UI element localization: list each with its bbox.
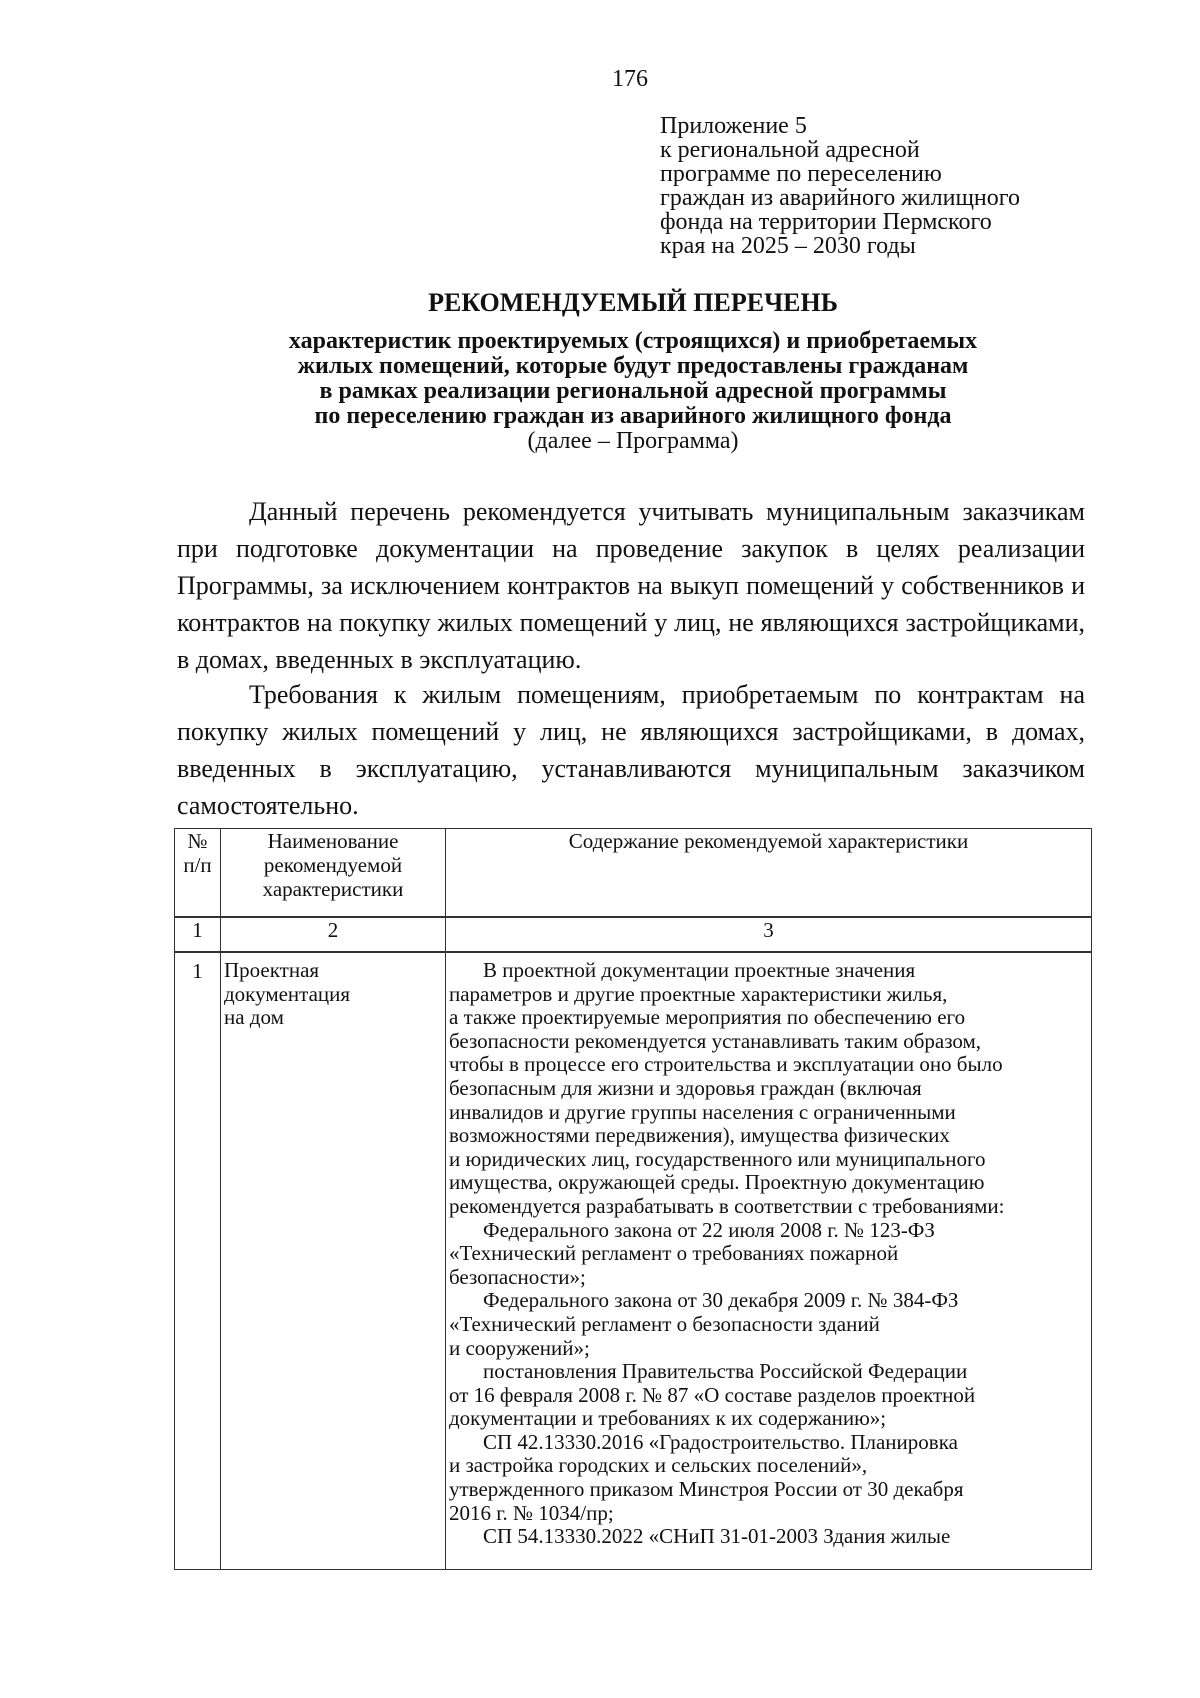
appendix-line: граждан из аварийного жилищного — [660, 185, 1021, 211]
content-line: постановления Правительства Российской Федерации — [483, 1359, 968, 1384]
content-line: безопасным для жизни и здоровья граждан (включая — [449, 1075, 922, 1100]
content-line: от 16 февраля 2008 г. № 87 «О составе разделов проектной — [449, 1382, 976, 1407]
content-line: документации и требованиях к их содержанию»; — [449, 1406, 887, 1431]
content-line: и застройка городских и сельских поселений», — [449, 1453, 868, 1478]
row-name-line: Проектная — [224, 958, 320, 982]
content-line: имущества, окружающей среды. Проектную документацию — [449, 1170, 985, 1195]
subtitle-note: (далее – Программа) — [527, 428, 739, 454]
header-text: Наименование — [267, 829, 399, 853]
subtitle-line: характеристик проектируемых (строящихся) и приобретаемых — [288, 328, 978, 354]
header-content: Содержание рекомендуемой характеристики — [446, 829, 1092, 917]
content-line: а также проектируемые мероприятия по обеспечению его — [449, 1005, 966, 1030]
content-line: безопасности»; — [449, 1264, 586, 1289]
subtitle-line: в рамках реализации региональной адресной программы — [319, 378, 947, 404]
header-text: характеристики — [262, 877, 404, 901]
appendix-reference — [660, 114, 1020, 258]
table-header-row — [175, 829, 1092, 917]
appendix-line: фонда на территории Пермского — [660, 209, 992, 235]
content-line: параметров и другие проектные характеристики жилья, — [449, 981, 948, 1006]
content-line: чтобы в процессе его строительства и эксплуатации оно было — [449, 1052, 1003, 1077]
content-line: утвержденного приказом Минстроя России от 30 декабря — [449, 1477, 964, 1502]
characteristics-table — [174, 828, 1092, 1570]
header-number — [175, 829, 221, 917]
column-number: 3 — [446, 918, 1092, 952]
content-line: СП 54.13330.2022 «СНиП 31-01-2003 Здания жилые — [483, 1524, 951, 1549]
intro-paragraph: Данный перечень рекомендуется учитывать муниципальным заказчикам при подготовке документации на проведение закупок в целях реализации Программы, за исключением контрактов на выкуп помещений у собственников и контрактов на покупку жилых помещений у лиц, не являющихся застройщиками, в домах, введенных в эксплуатацию. — [177, 497, 1085, 674]
document-subtitle — [0, 329, 1200, 454]
header-text: № — [187, 829, 208, 853]
content-line: «Технический регламент о требованиях пожарной — [449, 1241, 899, 1266]
subtitle-line: жилых помещений, которые будут предоставлены гражданам — [297, 353, 969, 379]
header-name — [221, 829, 446, 917]
appendix-line: программе по переселению — [660, 161, 942, 187]
content-line: безопасности рекомендуется устанавливать таким образом, — [449, 1028, 982, 1053]
content-line: Федерального закона от 30 декабря 2009 г. № 384-ФЗ — [483, 1288, 959, 1313]
column-number: 2 — [221, 918, 446, 952]
document-title: РЕКОМЕНДУЕМЫЙ ПЕРЕЧЕНЬ — [428, 288, 838, 317]
content-line: и юридических лиц, государственного или муниципального — [449, 1146, 986, 1171]
requirements-paragraph: Требования к жилым помещениям, приобретаемым по контрактам на покупку жилых помещений у лиц, не являющихся застройщиками, в домах, введенных в эксплуатацию, устанавливаются муниципальным заказчиком самостоятельно. — [177, 680, 1085, 820]
content-line: СП 42.13330.2016 «Градостроительство. Планировка — [483, 1429, 958, 1454]
page-number: 176 — [612, 66, 648, 92]
content-line: 2016 г. № 1034/пр; — [449, 1500, 614, 1525]
subtitle-line: по переселению граждан из аварийного жилищного фонда — [314, 403, 952, 429]
content-line: рекомендуется разрабатывать в соответствии с требованиями: — [449, 1193, 1005, 1218]
row-name — [221, 953, 446, 1570]
appendix-line: к региональной адресной — [660, 137, 920, 163]
content-line: и сооружений»; — [449, 1335, 590, 1360]
appendix-line: края на 2025 – 2030 годы — [660, 233, 916, 259]
table-row — [175, 953, 1092, 1570]
row-name-line: документация — [224, 981, 351, 1006]
column-number: 1 — [175, 918, 221, 952]
content-line: «Технический регламент о безопасности зданий — [449, 1311, 880, 1336]
header-text: рекомендуемой — [263, 853, 403, 877]
row-number: 1 — [175, 953, 221, 1570]
row-name-line: на дом — [224, 1005, 284, 1030]
row-content — [446, 953, 1092, 1570]
content-line: Федерального закона от 22 июля 2008 г. № 123-ФЗ — [483, 1217, 935, 1242]
appendix-line: Приложение 5 — [660, 113, 807, 139]
content-line: возможностями передвижения), имущества физических — [449, 1123, 950, 1148]
header-text: п/п — [183, 853, 212, 877]
content-line: инвалидов и другие группы населения с ограниченными — [449, 1099, 956, 1124]
content-line: В проектной документации проектные значения — [483, 958, 916, 982]
column-number-row — [175, 918, 1092, 952]
